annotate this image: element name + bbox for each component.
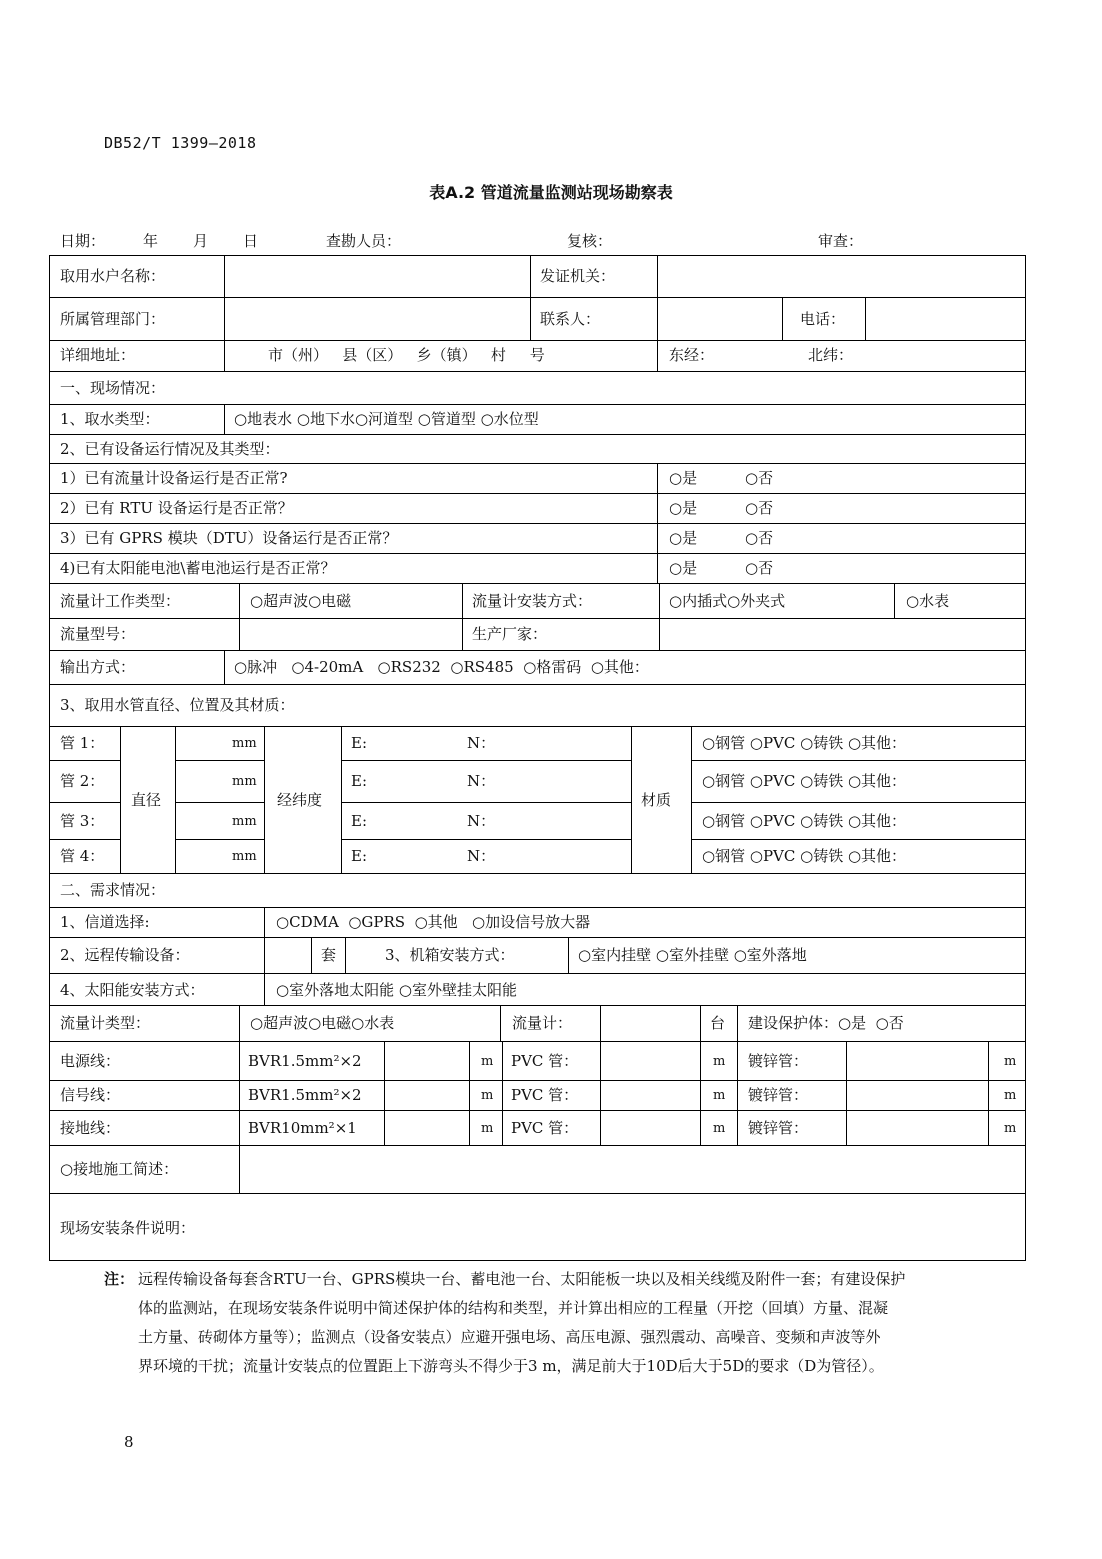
signal-cable-label: 信号线： xyxy=(60,1086,121,1104)
audit-label: 审查： xyxy=(818,232,864,250)
east-coord-label: E: xyxy=(351,772,368,790)
signal-cable-spec: BVR1.5mm²×2 xyxy=(248,1086,362,1104)
no-option[interactable]: ○否 xyxy=(745,559,774,577)
pipe-2-label: 管 2： xyxy=(60,772,105,790)
question-flowmeter: 1）已有流量计设备运行是否正常? xyxy=(60,469,288,487)
unit-label: 台 xyxy=(710,1014,726,1032)
review-label: 复核： xyxy=(567,232,613,250)
galv-label: 镀锌管： xyxy=(748,1052,809,1070)
no-option[interactable]: ○否 xyxy=(745,469,774,487)
contact-label: 联系人： xyxy=(540,310,601,328)
meter-unit: m xyxy=(481,1121,494,1136)
question-solar: 4)已有太阳能电池\蓄电池运行是否正常？ xyxy=(60,559,336,577)
meter-unit: m xyxy=(713,1088,726,1103)
meter-unit: m xyxy=(1004,1054,1017,1069)
note-line: 远程传输设备每套含RTU一台、GPRS模块一台、蓄电池一台、太阳能板一块以及相关线缆及附件一套；有建设保护 xyxy=(138,1270,906,1288)
material-label: 材质 xyxy=(641,791,672,809)
power-cable-label: 电源线： xyxy=(60,1052,121,1070)
intake-type-options[interactable]: ○地表水 ○地下水○河道型 ○管道型 ○水位型 xyxy=(234,410,539,428)
note-line: 界环境的干扰；流量计安装点的位置距上下游弯头不得少于3 m，满足前大于10D后大于5D的要求（D为管径）。 xyxy=(138,1357,884,1375)
latlon-label: 经纬度 xyxy=(277,791,323,809)
no-option[interactable]: ○否 xyxy=(745,529,774,547)
issuer-label: 发证机关： xyxy=(540,267,616,285)
page-number: 8 xyxy=(124,1433,134,1451)
protection-options[interactable]: 建设保护体：○是 ○否 xyxy=(748,1014,904,1032)
mm-unit: mm xyxy=(232,774,257,789)
yes-option[interactable]: ○是 xyxy=(669,499,698,517)
yes-option[interactable]: ○是 xyxy=(669,529,698,547)
no-option[interactable]: ○否 xyxy=(745,499,774,517)
address-parts: 市（州） 县（区） 乡（镇） 村 号 xyxy=(268,346,545,364)
channel-options[interactable]: ○CDMA ○GPRS ○其他 ○加设信号放大器 xyxy=(276,913,591,931)
meter-unit: m xyxy=(713,1121,726,1136)
year-label: 年 xyxy=(143,232,159,250)
cabinet-options[interactable]: ○室内挂壁 ○室外挂壁 ○室外落地 xyxy=(578,946,807,964)
output-label: 输出方式： xyxy=(60,658,136,676)
east-coord-label: E: xyxy=(351,812,368,830)
flowmeter-install-options[interactable]: ○内插式○外夹式 xyxy=(669,592,786,610)
date-label: 日期： xyxy=(60,232,106,250)
pipe-4-label: 管 4： xyxy=(60,847,105,865)
flowmeter-work-type-label: 流量计工作类型： xyxy=(60,592,181,610)
site-conditions-label: 现场安装条件说明： xyxy=(60,1219,196,1237)
material-options[interactable]: ○钢管 ○PVC ○铸铁 ○其他： xyxy=(702,772,907,790)
meter-unit: m xyxy=(713,1054,726,1069)
flowmeter-work-type-options[interactable]: ○超声波○电磁 xyxy=(250,592,352,610)
question-rtu: 2）已有 RTU 设备运行是否正常？ xyxy=(60,499,293,517)
month-label: 月 xyxy=(193,232,209,250)
ground-cable-spec: BVR10mm²×1 xyxy=(248,1119,357,1137)
east-coord-label: E: xyxy=(351,847,368,865)
east-coord-label: E: xyxy=(351,734,368,752)
material-options[interactable]: ○钢管 ○PVC ○铸铁 ○其他： xyxy=(702,847,907,865)
section-site-heading: 一、现场情况： xyxy=(60,379,166,397)
galv-label: 镀锌管： xyxy=(748,1086,809,1104)
pipe-heading: 3、取用水管直径、位置及其材质： xyxy=(60,696,295,714)
note-line: 体的监测站，在现场安装条件说明中简述保护体的结构和类型，并计算出相应的工程量（开挖（回填）方量、混凝 xyxy=(138,1299,889,1317)
cabinet-label: 3、机箱安装方式： xyxy=(385,946,515,964)
intake-type-label: 1、取水类型： xyxy=(60,410,160,428)
remote-device-label: 2、远程传输设备： xyxy=(60,946,190,964)
note-label: 注： xyxy=(104,1270,135,1288)
north-coord-label: N： xyxy=(467,847,496,865)
yes-option[interactable]: ○是 xyxy=(669,559,698,577)
solar-options[interactable]: ○室外落地太阳能 ○室外壁挂太阳能 xyxy=(276,981,517,999)
pvc-label: PVC 管： xyxy=(511,1119,579,1137)
material-options[interactable]: ○钢管 ○PVC ○铸铁 ○其他： xyxy=(702,734,907,752)
user-name-label: 取用水户名称： xyxy=(60,267,166,285)
dept-label: 所属管理部门： xyxy=(60,310,166,328)
meter-unit: m xyxy=(1004,1121,1017,1136)
equipment-heading: 2、已有设备运行情况及其类型： xyxy=(60,440,280,458)
water-meter-option[interactable]: ○水表 xyxy=(906,592,950,610)
solar-label: 4、太阳能安装方式： xyxy=(60,981,205,999)
phone-label: 电话： xyxy=(800,310,846,328)
manufacturer-label: 生产厂家： xyxy=(472,625,548,643)
north-coord-label: N： xyxy=(467,734,496,752)
output-options[interactable]: ○脉冲 ○4-20mA ○RS232 ○RS485 ○格雷码 ○其他： xyxy=(234,658,649,676)
galv-label: 镀锌管： xyxy=(748,1119,809,1137)
ground-description-label: ○接地施工简述： xyxy=(60,1160,179,1178)
table-title: 表A.2 管道流量监测站现场勘察表 xyxy=(429,183,673,202)
meter-unit: m xyxy=(1004,1088,1017,1103)
north-coord-label: N： xyxy=(467,772,496,790)
note-line: 土方量、砖砌体方量等）；监测点（设备安装点）应避开强电场、高压电源、强烈震动、高噪音、变频和声波等外 xyxy=(138,1328,881,1346)
flowmeter-model-label: 流量型号： xyxy=(60,625,136,643)
material-options[interactable]: ○钢管 ○PVC ○铸铁 ○其他： xyxy=(702,812,907,830)
mm-unit: mm xyxy=(232,814,257,829)
pvc-label: PVC 管： xyxy=(511,1052,579,1070)
flowmeter-type-options[interactable]: ○超声波○电磁○水表 xyxy=(250,1014,395,1032)
set-unit: 套 xyxy=(321,946,337,964)
meter-unit: m xyxy=(481,1088,494,1103)
mm-unit: mm xyxy=(232,849,257,864)
flowmeter-install-label: 流量计安装方式： xyxy=(472,592,593,610)
question-gprs: 3）已有 GPRS 模块（DTU）设备运行是否正常？ xyxy=(60,529,398,547)
flowmeter-type-label: 流量计类型： xyxy=(60,1014,151,1032)
east-label: 东经： xyxy=(669,346,715,364)
pipe-3-label: 管 3： xyxy=(60,812,105,830)
flowmeter-count-label: 流量计： xyxy=(512,1014,573,1032)
meter-unit: m xyxy=(481,1054,494,1069)
ground-cable-label: 接地线： xyxy=(60,1119,121,1137)
pipe-1-label: 管 1： xyxy=(60,734,105,752)
north-coord-label: N： xyxy=(467,812,496,830)
mm-unit: mm xyxy=(232,736,257,751)
diameter-label: 直径 xyxy=(131,791,162,809)
section-demand-heading: 二、需求情况： xyxy=(60,881,166,899)
north-label: 北纬： xyxy=(808,346,854,364)
yes-option[interactable]: ○是 xyxy=(669,469,698,487)
document-code: DB52/T 1399—2018 xyxy=(104,134,257,152)
pvc-label: PVC 管： xyxy=(511,1086,579,1104)
day-label: 日 xyxy=(243,232,259,250)
channel-label: 1、信道选择: xyxy=(60,913,150,931)
power-cable-spec: BVR1.5mm²×2 xyxy=(248,1052,362,1070)
surveyor-label: 查勘人员： xyxy=(326,232,402,250)
address-label: 详细地址： xyxy=(60,346,136,364)
